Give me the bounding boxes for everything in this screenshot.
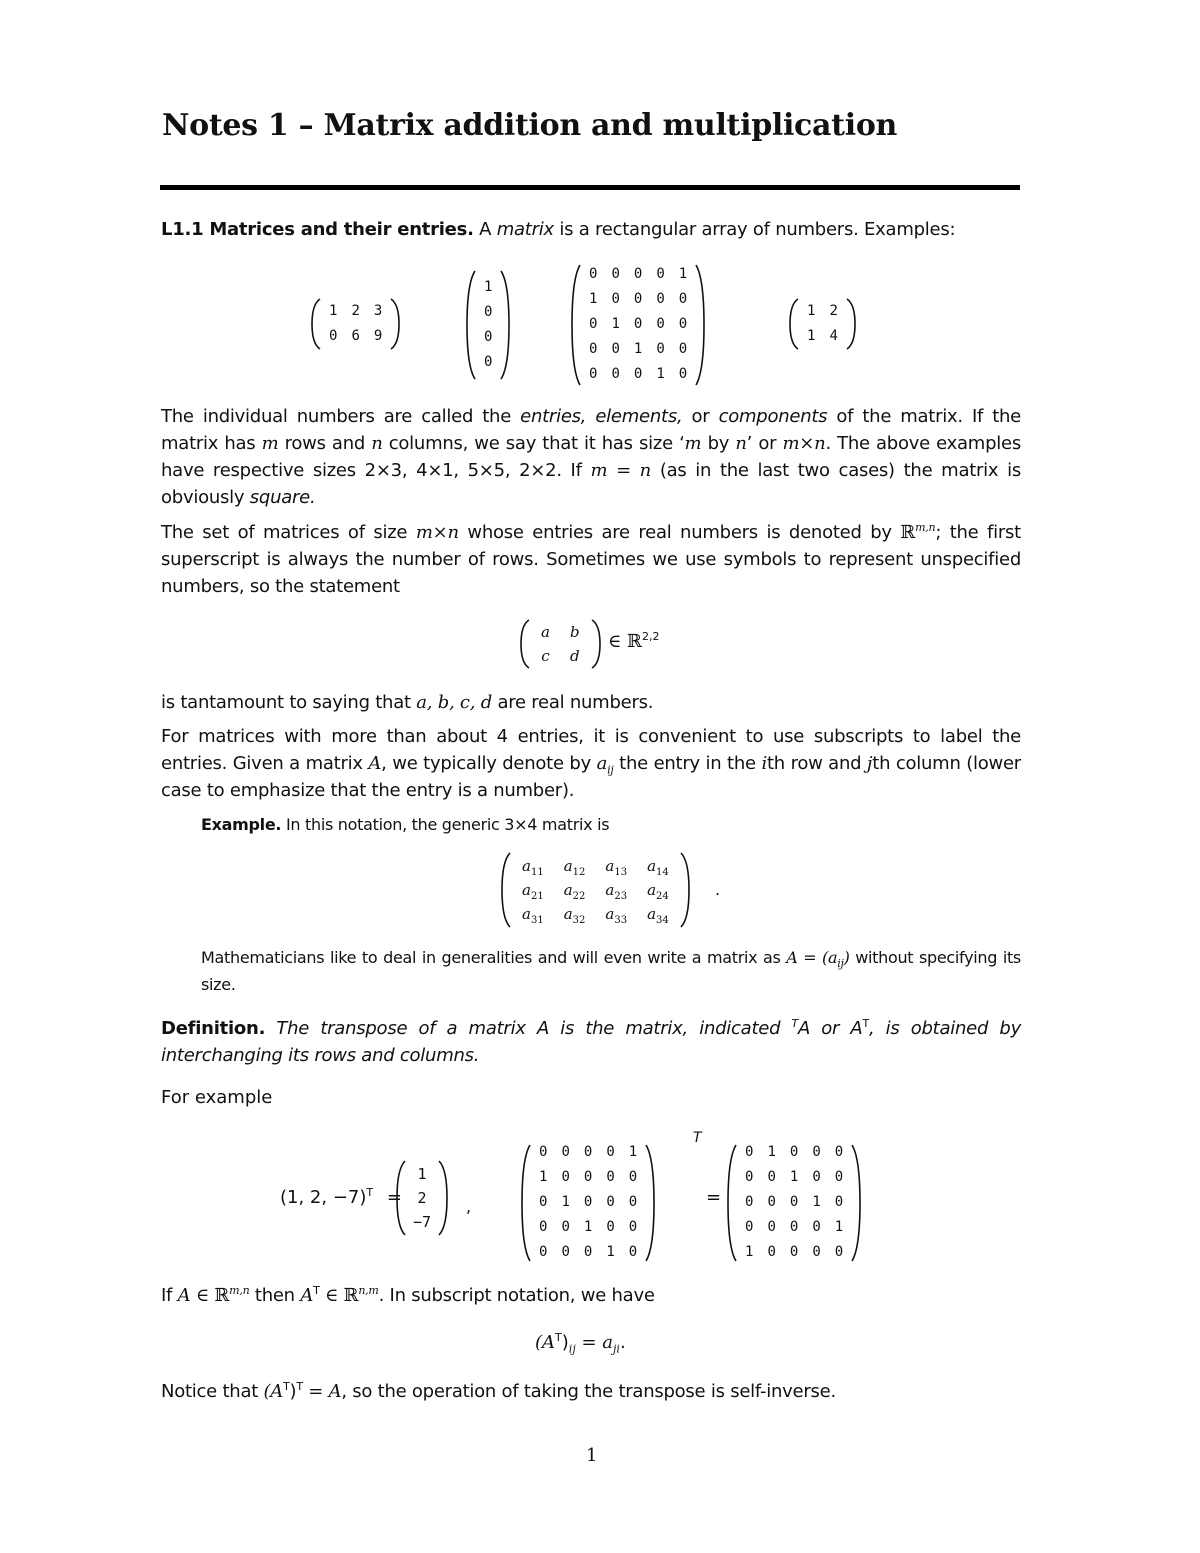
definition-rest: , is obtained by interchanging its rows and columns.	[161, 1018, 1021, 1066]
matrix-row	[800, 324, 845, 349]
matrix-entry: 0	[628, 1194, 638, 1210]
matrix-entry: 0	[484, 304, 493, 320]
matrix-row	[738, 1165, 850, 1190]
matrix-entry: 1	[539, 1169, 548, 1185]
matrix-row	[477, 300, 499, 325]
para-subscripts	[161, 723, 1021, 804]
matrix-entry: 2	[351, 303, 360, 319]
comma: ,	[466, 1197, 472, 1216]
matrix-row	[407, 1162, 437, 1186]
matrix-row	[532, 1190, 644, 1215]
subscript-formula	[535, 1331, 626, 1356]
matrix-entry: 1	[767, 1144, 776, 1160]
matrix-row	[322, 324, 389, 349]
matrix-row	[582, 337, 694, 362]
matrix-row	[582, 362, 694, 387]
right-paren	[694, 264, 706, 386]
matrix-row	[738, 1190, 850, 1215]
matrix-row	[582, 262, 694, 287]
superscript: 2,2	[642, 630, 660, 643]
var-j: j	[866, 753, 873, 774]
formula: )	[289, 1381, 297, 1402]
matrix-entry: 0	[745, 1144, 754, 1160]
matrix-entry: 1	[583, 1219, 593, 1235]
matrix-entry: 0	[539, 1194, 548, 1210]
matrix-entry: 1	[628, 1144, 638, 1160]
superscript: T	[555, 1331, 562, 1344]
matrix-entry: 1	[656, 366, 665, 382]
para-if	[161, 1282, 1021, 1309]
para-set	[161, 519, 1021, 600]
text: of the matrix. If the matrix has	[161, 406, 1022, 454]
matrix-entry: 0	[633, 316, 643, 332]
var-A: A	[177, 1285, 191, 1306]
matrix-row	[800, 299, 845, 324]
left-paren	[520, 1144, 532, 1262]
matrix-entry: 0	[656, 316, 665, 332]
matrix-entry: 2	[829, 303, 838, 319]
text: , we typically denote by	[381, 753, 591, 774]
var-A: A	[300, 1285, 314, 1306]
term-square: square.	[249, 487, 316, 508]
matrix-entry: 0	[561, 1169, 570, 1185]
para-tantamount	[161, 689, 1021, 716]
matrix-grid	[407, 1162, 437, 1234]
transpose-superscript	[693, 1130, 702, 1146]
matrix-grid	[512, 854, 679, 926]
matrix-entry: 0	[606, 1194, 615, 1210]
text: . In subscript notation, we have	[378, 1285, 655, 1306]
right-paren	[679, 852, 691, 928]
matrix-entry: 0	[678, 291, 688, 307]
section-heading: L1.1 Matrices and their entries.	[161, 219, 474, 240]
text: For matrices with more than about 4 entries, it is convenient to use subscripts to label the entries. Given a matrix	[161, 726, 1021, 774]
matrix-entry: $a_{11}$	[522, 857, 544, 878]
entry-subscript: 13	[614, 867, 628, 878]
matrix-grid	[531, 620, 590, 668]
matrix-entry: 0	[611, 341, 620, 357]
left-paren	[465, 270, 477, 380]
right-paren	[644, 1144, 656, 1262]
example-matrix-2	[465, 270, 511, 380]
right-paren	[845, 298, 857, 350]
in-reals: ∈ ℝ	[325, 1285, 359, 1306]
superscript: T	[791, 1017, 798, 1030]
entry-subscript: 21	[530, 891, 544, 902]
matrix-entry: 0	[789, 1194, 799, 1210]
left-paren	[726, 1144, 738, 1262]
subscript: ij	[607, 763, 614, 777]
matrix-entry: 0	[633, 266, 643, 282]
para-notice	[161, 1378, 1021, 1405]
matrix-entry: $a_{34}$	[647, 905, 669, 926]
matrix-entry: 0	[561, 1144, 570, 1160]
matrix-entry: 0	[633, 366, 643, 382]
matrix-entry: $a_{21}$	[522, 881, 544, 902]
matrix-entry: 6	[351, 328, 360, 344]
left-paren	[519, 619, 531, 669]
matrix-entry: 0	[539, 1144, 548, 1160]
matrix-entry: 0	[767, 1219, 776, 1235]
m-equals-n: m = n	[590, 460, 652, 481]
matrix-entry: 0	[656, 291, 665, 307]
matrix-row	[512, 878, 679, 902]
text: The set of matrices of size	[161, 522, 408, 543]
text: ’ or	[746, 433, 777, 454]
formula: )	[561, 1332, 569, 1353]
matrix-row	[532, 1140, 644, 1165]
matrix-entry: d	[569, 647, 580, 665]
term-entries: entries, elements,	[520, 406, 683, 427]
superscript: T	[693, 1130, 702, 1146]
example-matrix-4	[788, 298, 857, 350]
matrix-entry: $a_{14}$	[647, 857, 669, 878]
page-number: 1	[586, 1445, 598, 1466]
right-paren	[389, 298, 401, 350]
text: are real numbers.	[497, 692, 654, 713]
left-paren	[310, 298, 322, 350]
vars: a, b, c, d	[416, 692, 492, 713]
var-i: i	[761, 753, 767, 774]
matrix-entry: 1	[807, 328, 816, 344]
matrix-grid	[322, 299, 389, 349]
matrix-entry: 0	[611, 366, 620, 382]
subscript: ij	[568, 1342, 576, 1356]
example-label: Example.	[201, 815, 282, 834]
para-entries	[161, 403, 1021, 511]
matrix-entry: $a_{13}$	[605, 857, 628, 878]
matrix-entry: 0	[583, 1194, 593, 1210]
page-title: Notes 1 – Matrix addition and multiplication	[162, 108, 898, 143]
text: The individual numbers are called the	[161, 406, 512, 427]
matrix-entry: 0	[628, 1169, 638, 1185]
matrix-grid	[477, 275, 499, 375]
matrix-entry: $a_{22}$	[563, 881, 586, 902]
matrix-entry: 0	[812, 1219, 821, 1235]
matrix-entry: 0	[745, 1219, 754, 1235]
entry-subscript: 22	[572, 891, 586, 902]
matrix-row	[738, 1240, 850, 1265]
superscript: T	[296, 1380, 303, 1393]
matrix-entry: 0	[628, 1219, 638, 1235]
formula-close: )	[843, 948, 850, 967]
matrix-entry: 0	[767, 1194, 776, 1210]
matrix-entry: 0	[633, 291, 643, 307]
matrix-entry: 0	[583, 1244, 593, 1260]
matrix-entry: 1	[329, 303, 338, 319]
matrix-entry: 1	[745, 1244, 754, 1260]
text: , so the operation of taking the transpose is self-inverse.	[341, 1381, 836, 1402]
left-paren	[500, 852, 512, 928]
in-reals: ∈ ℝ	[608, 631, 643, 652]
abcd-matrix	[519, 619, 602, 669]
entry-subscript: 14	[656, 867, 669, 878]
matrix-entry: 9	[373, 328, 383, 344]
column-vector	[395, 1160, 449, 1236]
matrix-entry: 0	[678, 366, 688, 382]
row-vector: (1, 2, −7)	[280, 1187, 367, 1208]
abcd-membership	[608, 631, 660, 652]
reals-symbol: ℝ	[900, 522, 916, 543]
text: In this notation, the generic 3×4 matrix is	[285, 815, 610, 834]
right-paren	[590, 619, 602, 669]
in-reals: ∈ ℝ	[195, 1285, 230, 1306]
matrix-row	[531, 644, 590, 668]
matrix-entry: 0	[812, 1244, 821, 1260]
section-intro	[161, 216, 1021, 243]
matrix-row	[477, 325, 499, 350]
matrix-entry: $a_{33}$	[605, 905, 628, 926]
matrix-grid	[800, 299, 845, 349]
matrix-entry: 2	[417, 1189, 427, 1207]
matrix-entry: 0	[834, 1169, 844, 1185]
matrix-entry: −7	[413, 1213, 432, 1231]
matrix-entry: $a_{12}$	[563, 857, 586, 878]
matrix-row	[582, 312, 694, 337]
formula: (A	[263, 1381, 284, 1402]
superscript: T	[366, 1186, 374, 1199]
text: then	[254, 1285, 295, 1306]
formula: A = (a	[786, 948, 838, 967]
matrix-entry: 0	[589, 266, 598, 282]
matrix-entry: 0	[611, 266, 620, 282]
definition	[161, 1015, 1021, 1069]
var-m: m	[261, 433, 279, 454]
example-matrix-3	[570, 262, 706, 387]
title-rule	[160, 185, 1020, 190]
matrix-entry: 0	[484, 354, 493, 370]
matrix-entry: 0	[606, 1144, 615, 1160]
matrix-entry: 1	[484, 279, 493, 295]
superscript: T	[862, 1017, 869, 1030]
entry-subscript: 12	[572, 867, 586, 878]
example-matrix-1	[310, 298, 401, 350]
matrix-entry: 0	[834, 1244, 844, 1260]
text: is tantamount to saying that	[161, 692, 411, 713]
formula: .	[619, 1332, 626, 1353]
matrix-entry: 1	[789, 1169, 799, 1185]
superscript: n,m	[358, 1284, 379, 1297]
entry-subscript: 33	[614, 915, 628, 926]
matrix-entry: 0	[745, 1194, 754, 1210]
formula: = A	[302, 1381, 342, 1402]
matrix-entry: 1	[633, 341, 643, 357]
matrix-entry: $a_{24}$	[647, 881, 669, 902]
matrix-entry: 0	[329, 328, 338, 344]
var-n: n	[735, 433, 747, 454]
superscript: T	[283, 1380, 290, 1393]
entry-subscript: 11	[530, 867, 544, 878]
matrix-entry: $a_{31}$	[522, 905, 544, 926]
transposed-matrix	[726, 1140, 862, 1265]
formula: = a	[575, 1332, 613, 1353]
text: without specifying its size.	[201, 948, 1021, 994]
matrix-entry: 1	[606, 1244, 615, 1260]
matrix-row	[477, 275, 499, 300]
matrix-row	[532, 1215, 644, 1240]
matrix-entry: 1	[807, 303, 816, 319]
right-paren	[850, 1144, 862, 1262]
matrix-entry: 0	[484, 329, 493, 345]
matrix-row	[512, 902, 679, 926]
matrix-entry: 0	[789, 1144, 799, 1160]
term-components: components	[718, 406, 828, 427]
text: th column (lower case to emphasize that the entry is a number).	[161, 753, 1021, 801]
superscript: m,n	[229, 1284, 250, 1297]
left-paren	[570, 264, 582, 386]
matrix-entry: 0	[745, 1169, 754, 1185]
for-example: For example	[161, 1087, 273, 1108]
right-paren	[437, 1160, 449, 1236]
matrix-entry: 0	[589, 366, 598, 382]
equals: =	[706, 1187, 722, 1208]
matrix-entry: $a_{23}$	[605, 881, 628, 902]
matrix-entry: 0	[656, 341, 665, 357]
definition-notation: A or A	[797, 1018, 863, 1039]
var-a: a	[596, 753, 608, 774]
subscript: ij	[837, 957, 844, 971]
para-generalities	[201, 944, 1021, 998]
matrix-row	[582, 287, 694, 312]
matrix-entry: b	[569, 623, 580, 641]
left-paren	[395, 1160, 407, 1236]
matrix-row	[477, 350, 499, 375]
formula: (A	[535, 1332, 556, 1353]
generic-trail: .	[715, 880, 721, 899]
matrix-entry: 0	[561, 1219, 570, 1235]
matrix-entry: 0	[789, 1219, 799, 1235]
matrix-entry: 0	[812, 1169, 821, 1185]
matrix-entry: $a_{32}$	[563, 905, 586, 926]
matrix-entry: 1	[561, 1194, 570, 1210]
text: If	[161, 1285, 173, 1306]
matrix-entry: 0	[539, 1219, 548, 1235]
matrix-row	[407, 1210, 437, 1234]
matrix-row	[532, 1165, 644, 1190]
matrix-row	[738, 1215, 850, 1240]
matrix-entry: a	[541, 623, 550, 641]
matrix-row	[512, 854, 679, 878]
superscript: m,n	[915, 521, 936, 534]
matrix-grid	[738, 1140, 850, 1265]
matrix-entry: 0	[611, 291, 620, 307]
var-A: A	[368, 753, 382, 774]
entry-subscript: 32	[572, 915, 586, 926]
matrix-entry: 0	[767, 1169, 776, 1185]
intro-text-2: is a rectangular array of numbers. Examples:	[559, 219, 956, 240]
matrix-grid	[582, 262, 694, 387]
size-mxn: m×n	[415, 522, 459, 543]
matrix-entry: 0	[606, 1219, 615, 1235]
matrix-entry: 0	[589, 316, 598, 332]
matrix-entry: 1	[812, 1194, 821, 1210]
entry-subscript: 23	[614, 891, 628, 902]
matrix-row	[531, 620, 590, 644]
text: ; the first superscript is always the number of rows. Sometimes we use symbols to represent unspecified numbers, so the statement	[161, 522, 1021, 597]
matrix-entry: 0	[606, 1169, 615, 1185]
matrix-entry: 0	[561, 1244, 570, 1260]
matrix-entry: 1	[417, 1165, 427, 1183]
text: whose entries are real numbers is denoted by	[467, 522, 892, 543]
generic-matrix	[500, 852, 691, 928]
matrix-entry: 0	[678, 341, 688, 357]
intro-term: matrix	[496, 219, 554, 240]
matrix-entry: 0	[628, 1244, 638, 1260]
text: the entry in the	[619, 753, 756, 774]
matrix-entry: 1	[834, 1219, 844, 1235]
matrix-row	[532, 1240, 644, 1265]
matrix-entry: 0	[656, 266, 665, 282]
matrix-entry: 0	[789, 1244, 799, 1260]
matrix-entry: 1	[678, 266, 688, 282]
matrix-grid	[532, 1140, 644, 1265]
matrix-entry: c	[541, 647, 550, 665]
matrix-entry: 1	[611, 316, 620, 332]
text: or	[691, 406, 710, 427]
permutation-matrix	[520, 1140, 656, 1265]
text: Notice that	[161, 1381, 259, 1402]
vector-transpose	[280, 1187, 402, 1208]
matrix-entry: 0	[678, 316, 688, 332]
var-m: m	[684, 433, 702, 454]
matrix-entry: 0	[589, 341, 598, 357]
matrix-row	[738, 1140, 850, 1165]
matrix-entry: 1	[589, 291, 598, 307]
text: th row and	[766, 753, 862, 774]
text: by	[707, 433, 730, 454]
matrix-entry: 0	[834, 1194, 844, 1210]
subscript: ji	[613, 1342, 620, 1356]
matrix-entry: 0	[767, 1244, 776, 1260]
matrix-entry: 3	[373, 303, 383, 319]
entry-subscript: 24	[656, 891, 669, 902]
text: (as in the last two cases) the matrix is obviously	[161, 460, 1021, 508]
matrix-entry: 0	[583, 1169, 593, 1185]
definition-text: The transpose of a matrix A is the matrix, indicated	[276, 1018, 781, 1039]
superscript: T	[313, 1284, 320, 1297]
text: Mathematicians like to deal in generalities and will even write a matrix as	[201, 948, 781, 967]
matrix-entry: 4	[829, 328, 838, 344]
example-line	[201, 811, 1021, 838]
intro-text-1: A	[479, 219, 492, 240]
matrix-entry: 0	[583, 1144, 593, 1160]
definition-label: Definition.	[161, 1018, 266, 1039]
entry-subscript: 31	[530, 915, 544, 926]
text: . The above examples have respective sizes 2×3, 4×1, 5×5, 2×2. If	[161, 433, 1021, 481]
var-n: n	[371, 433, 383, 454]
equals: =	[386, 1187, 402, 1208]
matrix-entry: 0	[834, 1144, 844, 1160]
text: columns, we say that it has size ‘	[388, 433, 685, 454]
matrix-entry: 0	[812, 1144, 821, 1160]
right-paren	[499, 270, 511, 380]
matrix-row	[407, 1186, 437, 1210]
size-mxn: m×n	[782, 433, 826, 454]
left-paren	[788, 298, 800, 350]
matrix-row	[322, 299, 389, 324]
entry-subscript: 34	[656, 915, 669, 926]
matrix-entry: 0	[539, 1244, 548, 1260]
text: rows and	[284, 433, 366, 454]
